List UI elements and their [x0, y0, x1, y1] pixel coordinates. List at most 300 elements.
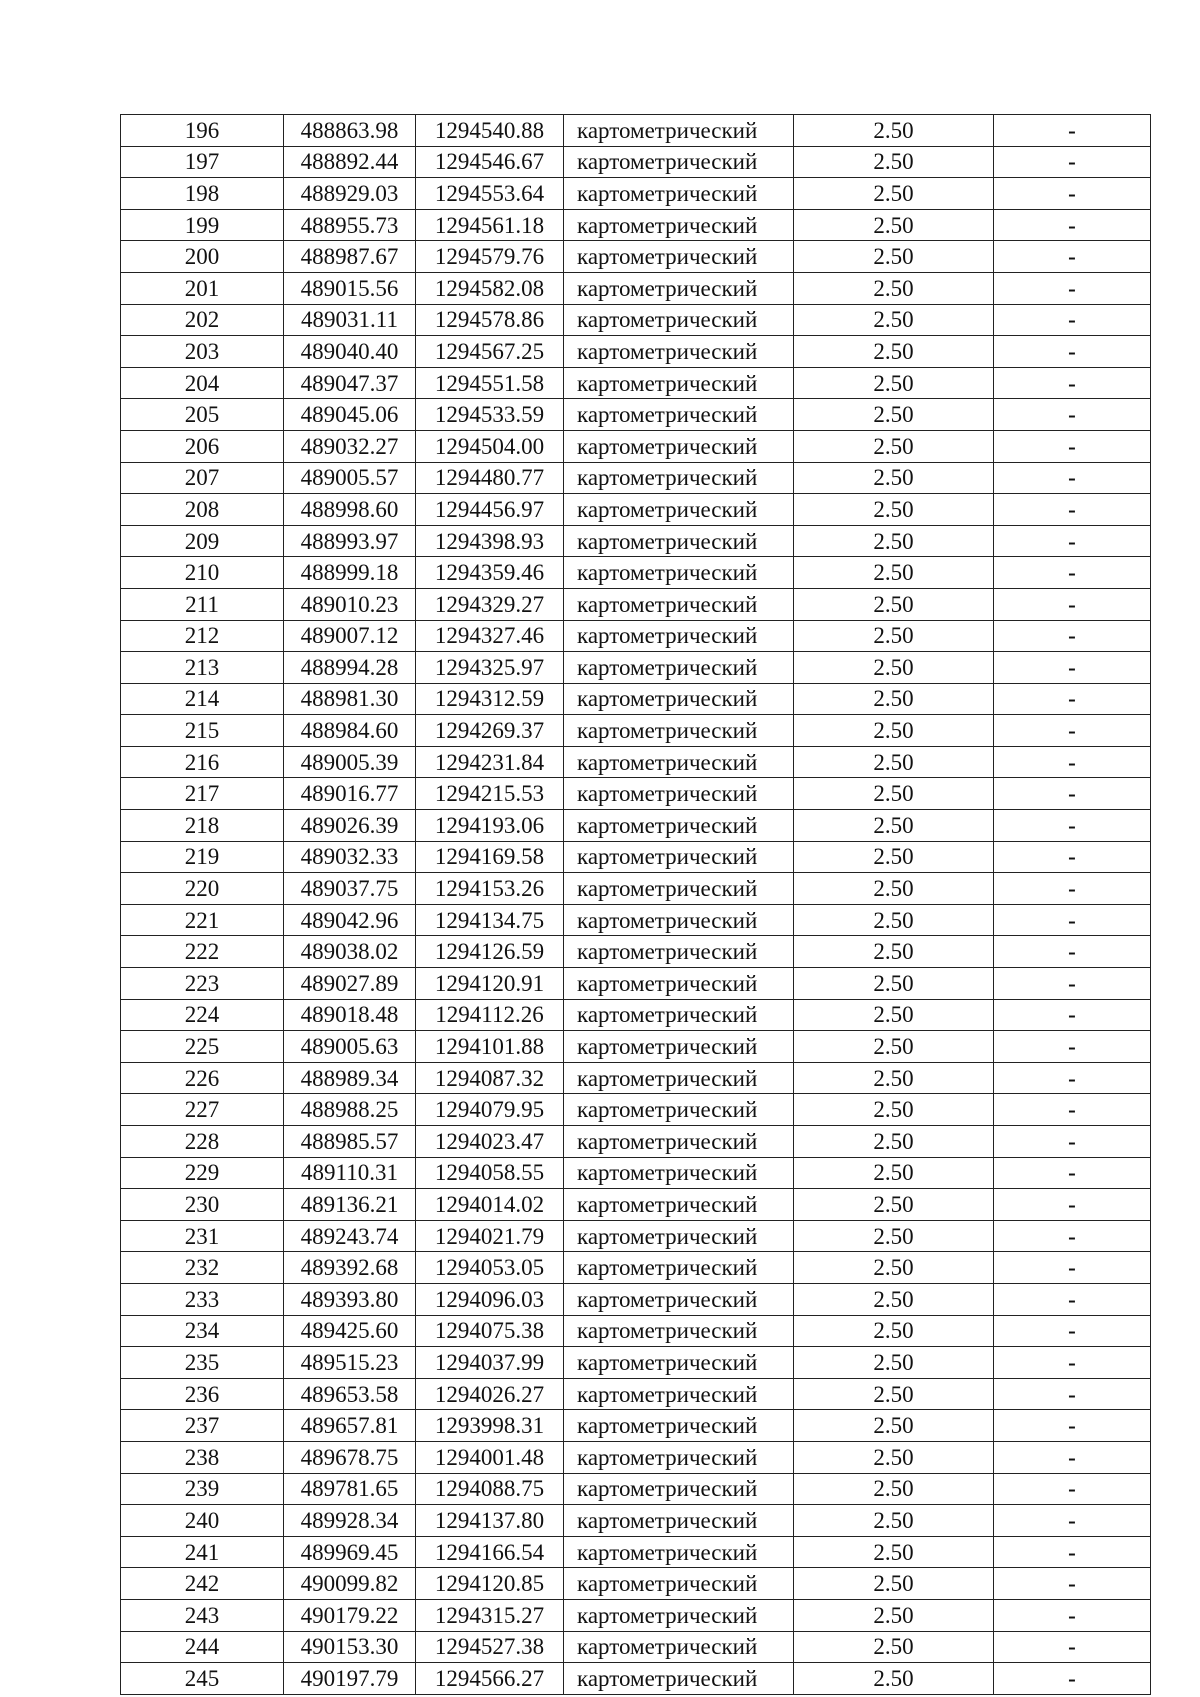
cell-accuracy: 2.50: [794, 683, 994, 715]
cell-y-coordinate: 1294315.27: [416, 1599, 564, 1631]
cell-dash: -: [994, 1189, 1151, 1221]
cell-accuracy: 2.50: [794, 304, 994, 336]
cell-x-coordinate: 489037.75: [284, 873, 416, 905]
cell-x-coordinate: 489015.56: [284, 272, 416, 304]
table-row: [121, 178, 1151, 210]
cell-y-coordinate: 1294561.18: [416, 209, 564, 241]
cell-method: картометрический: [564, 1126, 794, 1158]
table-row: [121, 1031, 1151, 1063]
cell-method: картометрический: [564, 746, 794, 778]
cell-dash: -: [994, 115, 1151, 147]
cell-method: картометрический: [564, 462, 794, 494]
cell-y-coordinate: 1294566.27: [416, 1663, 564, 1695]
cell-x-coordinate: 488985.57: [284, 1126, 416, 1158]
cell-point-number: 209: [121, 525, 284, 557]
cell-point-number: 238: [121, 1441, 284, 1473]
cell-method: картометрический: [564, 904, 794, 936]
cell-accuracy: 2.50: [794, 841, 994, 873]
cell-accuracy: 2.50: [794, 1031, 994, 1063]
cell-point-number: 228: [121, 1126, 284, 1158]
cell-y-coordinate: 1294269.37: [416, 715, 564, 747]
cell-y-coordinate: 1294087.32: [416, 1062, 564, 1094]
cell-point-number: 196: [121, 115, 284, 147]
cell-y-coordinate: 1294075.38: [416, 1315, 564, 1347]
table-row: [121, 683, 1151, 715]
cell-point-number: 201: [121, 272, 284, 304]
cell-accuracy: 2.50: [794, 399, 994, 431]
cell-dash: -: [994, 746, 1151, 778]
cell-method: картометрический: [564, 620, 794, 652]
table-row: [121, 367, 1151, 399]
cell-method: картометрический: [564, 115, 794, 147]
cell-dash: -: [994, 873, 1151, 905]
table-row: [121, 146, 1151, 178]
table-row: [121, 715, 1151, 747]
cell-accuracy: 2.50: [794, 241, 994, 273]
table-row: [121, 1062, 1151, 1094]
cell-y-coordinate: 1294215.53: [416, 778, 564, 810]
cell-point-number: 213: [121, 652, 284, 684]
cell-accuracy: 2.50: [794, 1347, 994, 1379]
cell-point-number: 212: [121, 620, 284, 652]
cell-accuracy: 2.50: [794, 336, 994, 368]
cell-dash: -: [994, 841, 1151, 873]
cell-accuracy: 2.50: [794, 1252, 994, 1284]
cell-dash: -: [994, 1315, 1151, 1347]
cell-point-number: 215: [121, 715, 284, 747]
cell-method: картометрический: [564, 399, 794, 431]
cell-x-coordinate: 489678.75: [284, 1441, 416, 1473]
cell-x-coordinate: 489026.39: [284, 810, 416, 842]
cell-point-number: 210: [121, 557, 284, 589]
cell-y-coordinate: 1294026.27: [416, 1378, 564, 1410]
cell-x-coordinate: 488994.28: [284, 652, 416, 684]
cell-dash: -: [994, 272, 1151, 304]
cell-point-number: 200: [121, 241, 284, 273]
cell-accuracy: 2.50: [794, 1505, 994, 1537]
cell-y-coordinate: 1294329.27: [416, 588, 564, 620]
cell-y-coordinate: 1294166.54: [416, 1536, 564, 1568]
cell-x-coordinate: 489042.96: [284, 904, 416, 936]
cell-accuracy: 2.50: [794, 1094, 994, 1126]
cell-dash: -: [994, 1599, 1151, 1631]
cell-y-coordinate: 1294169.58: [416, 841, 564, 873]
cell-accuracy: 2.50: [794, 1441, 994, 1473]
cell-point-number: 223: [121, 968, 284, 1000]
cell-point-number: 230: [121, 1189, 284, 1221]
cell-point-number: 225: [121, 1031, 284, 1063]
cell-method: картометрический: [564, 841, 794, 873]
cell-x-coordinate: 489110.31: [284, 1157, 416, 1189]
cell-y-coordinate: 1294553.64: [416, 178, 564, 210]
cell-x-coordinate: 488987.67: [284, 241, 416, 273]
cell-dash: -: [994, 683, 1151, 715]
cell-accuracy: 2.50: [794, 715, 994, 747]
cell-accuracy: 2.50: [794, 904, 994, 936]
cell-accuracy: 2.50: [794, 557, 994, 589]
cell-x-coordinate: 489005.57: [284, 462, 416, 494]
cell-method: картометрический: [564, 1062, 794, 1094]
cell-x-coordinate: 489047.37: [284, 367, 416, 399]
cell-accuracy: 2.50: [794, 588, 994, 620]
cell-y-coordinate: 1294088.75: [416, 1473, 564, 1505]
cell-y-coordinate: 1294546.67: [416, 146, 564, 178]
cell-y-coordinate: 1294120.91: [416, 968, 564, 1000]
cell-accuracy: 2.50: [794, 873, 994, 905]
cell-accuracy: 2.50: [794, 746, 994, 778]
cell-dash: -: [994, 430, 1151, 462]
cell-method: картометрический: [564, 1505, 794, 1537]
cell-accuracy: 2.50: [794, 272, 994, 304]
table-row: [121, 620, 1151, 652]
cell-accuracy: 2.50: [794, 810, 994, 842]
cell-dash: -: [994, 146, 1151, 178]
cell-y-coordinate: 1294134.75: [416, 904, 564, 936]
table-row: [121, 588, 1151, 620]
cell-x-coordinate: 490099.82: [284, 1568, 416, 1600]
cell-y-coordinate: 1294567.25: [416, 336, 564, 368]
cell-y-coordinate: 1294023.47: [416, 1126, 564, 1158]
cell-method: картометрический: [564, 1599, 794, 1631]
table-row: [121, 1568, 1151, 1600]
cell-method: картометрический: [564, 652, 794, 684]
cell-accuracy: 2.50: [794, 652, 994, 684]
cell-y-coordinate: 1294120.85: [416, 1568, 564, 1600]
cell-dash: -: [994, 1568, 1151, 1600]
cell-point-number: 227: [121, 1094, 284, 1126]
cell-method: картометрический: [564, 715, 794, 747]
cell-method: картометрический: [564, 367, 794, 399]
table-row: [121, 209, 1151, 241]
cell-method: картометрический: [564, 1631, 794, 1663]
cell-accuracy: 2.50: [794, 778, 994, 810]
table-row: [121, 1252, 1151, 1284]
cell-x-coordinate: 489243.74: [284, 1220, 416, 1252]
cell-method: картометрический: [564, 1283, 794, 1315]
cell-x-coordinate: 488892.44: [284, 146, 416, 178]
cell-y-coordinate: 1294096.03: [416, 1283, 564, 1315]
cell-method: картометрический: [564, 999, 794, 1031]
cell-method: картометрический: [564, 1568, 794, 1600]
cell-x-coordinate: 488955.73: [284, 209, 416, 241]
cell-x-coordinate: 488999.18: [284, 557, 416, 589]
cell-accuracy: 2.50: [794, 968, 994, 1000]
cell-accuracy: 2.50: [794, 1536, 994, 1568]
cell-x-coordinate: 489005.63: [284, 1031, 416, 1063]
cell-y-coordinate: 1294480.77: [416, 462, 564, 494]
cell-x-coordinate: 489928.34: [284, 1505, 416, 1537]
cell-x-coordinate: 489016.77: [284, 778, 416, 810]
cell-method: картометрический: [564, 1473, 794, 1505]
cell-point-number: 231: [121, 1220, 284, 1252]
cell-accuracy: 2.50: [794, 209, 994, 241]
table-row: [121, 778, 1151, 810]
table-row: [121, 873, 1151, 905]
cell-y-coordinate: 1294037.99: [416, 1347, 564, 1379]
cell-point-number: 224: [121, 999, 284, 1031]
cell-point-number: 214: [121, 683, 284, 715]
cell-dash: -: [994, 399, 1151, 431]
cell-dash: -: [994, 1663, 1151, 1695]
cell-method: картометрический: [564, 209, 794, 241]
cell-x-coordinate: 489032.27: [284, 430, 416, 462]
cell-dash: -: [994, 999, 1151, 1031]
cell-x-coordinate: 488989.34: [284, 1062, 416, 1094]
cell-point-number: 221: [121, 904, 284, 936]
cell-dash: -: [994, 178, 1151, 210]
table-row: [121, 462, 1151, 494]
cell-y-coordinate: 1294079.95: [416, 1094, 564, 1126]
table-row: [121, 304, 1151, 336]
cell-x-coordinate: 489038.02: [284, 936, 416, 968]
cell-method: картометрический: [564, 557, 794, 589]
cell-dash: -: [994, 336, 1151, 368]
cell-y-coordinate: 1294193.06: [416, 810, 564, 842]
coordinates-table: [120, 114, 1151, 1695]
cell-dash: -: [994, 620, 1151, 652]
cell-dash: -: [994, 904, 1151, 936]
cell-point-number: 217: [121, 778, 284, 810]
cell-dash: -: [994, 209, 1151, 241]
cell-point-number: 202: [121, 304, 284, 336]
cell-x-coordinate: 489136.21: [284, 1189, 416, 1221]
cell-y-coordinate: 1294398.93: [416, 525, 564, 557]
cell-dash: -: [994, 462, 1151, 494]
table-row: [121, 1220, 1151, 1252]
cell-x-coordinate: 490179.22: [284, 1599, 416, 1631]
cell-x-coordinate: 489018.48: [284, 999, 416, 1031]
cell-method: картометрический: [564, 241, 794, 273]
cell-dash: -: [994, 1473, 1151, 1505]
cell-accuracy: 2.50: [794, 1663, 994, 1695]
cell-x-coordinate: 489005.39: [284, 746, 416, 778]
cell-point-number: 222: [121, 936, 284, 968]
cell-x-coordinate: 490197.79: [284, 1663, 416, 1695]
cell-method: картометрический: [564, 304, 794, 336]
table-row: [121, 1410, 1151, 1442]
cell-x-coordinate: 490153.30: [284, 1631, 416, 1663]
cell-point-number: 245: [121, 1663, 284, 1695]
table-row: [121, 1157, 1151, 1189]
cell-point-number: 235: [121, 1347, 284, 1379]
table-row: [121, 1126, 1151, 1158]
cell-point-number: 220: [121, 873, 284, 905]
cell-y-coordinate: 1294325.97: [416, 652, 564, 684]
cell-accuracy: 2.50: [794, 1062, 994, 1094]
table-row: [121, 399, 1151, 431]
cell-accuracy: 2.50: [794, 936, 994, 968]
cell-method: картометрический: [564, 494, 794, 526]
cell-y-coordinate: 1294582.08: [416, 272, 564, 304]
cell-point-number: 203: [121, 336, 284, 368]
cell-point-number: 244: [121, 1631, 284, 1663]
cell-method: картометрический: [564, 1410, 794, 1442]
cell-y-coordinate: 1294112.26: [416, 999, 564, 1031]
cell-point-number: 239: [121, 1473, 284, 1505]
cell-x-coordinate: 489027.89: [284, 968, 416, 1000]
cell-y-coordinate: 1294579.76: [416, 241, 564, 273]
table-row: [121, 999, 1151, 1031]
cell-method: картометрический: [564, 1189, 794, 1221]
table-row: [121, 746, 1151, 778]
cell-accuracy: 2.50: [794, 620, 994, 652]
table-row: [121, 557, 1151, 589]
cell-accuracy: 2.50: [794, 1157, 994, 1189]
table-row: [121, 494, 1151, 526]
cell-dash: -: [994, 1536, 1151, 1568]
table-row: [121, 936, 1151, 968]
cell-x-coordinate: 488993.97: [284, 525, 416, 557]
cell-dash: -: [994, 304, 1151, 336]
table-row: [121, 1599, 1151, 1631]
cell-x-coordinate: 488984.60: [284, 715, 416, 747]
cell-dash: -: [994, 241, 1151, 273]
table-row: [121, 1663, 1151, 1695]
cell-method: картометрический: [564, 936, 794, 968]
cell-point-number: 205: [121, 399, 284, 431]
cell-dash: -: [994, 715, 1151, 747]
cell-method: картометрический: [564, 336, 794, 368]
cell-method: картометрический: [564, 1378, 794, 1410]
cell-accuracy: 2.50: [794, 1126, 994, 1158]
cell-method: картометрический: [564, 778, 794, 810]
cell-x-coordinate: 488998.60: [284, 494, 416, 526]
cell-method: картометрический: [564, 146, 794, 178]
cell-method: картометрический: [564, 1663, 794, 1695]
table-row: [121, 272, 1151, 304]
cell-dash: -: [994, 968, 1151, 1000]
cell-x-coordinate: 489653.58: [284, 1378, 416, 1410]
table-row: [121, 652, 1151, 684]
cell-y-coordinate: 1294312.59: [416, 683, 564, 715]
cell-method: картометрический: [564, 1031, 794, 1063]
cell-method: картометрический: [564, 1441, 794, 1473]
table-row: [121, 1189, 1151, 1221]
cell-y-coordinate: 1294101.88: [416, 1031, 564, 1063]
cell-dash: -: [994, 1220, 1151, 1252]
cell-point-number: 206: [121, 430, 284, 462]
cell-method: картометрический: [564, 1315, 794, 1347]
cell-point-number: 243: [121, 1599, 284, 1631]
cell-y-coordinate: 1294137.80: [416, 1505, 564, 1537]
cell-y-coordinate: 1294231.84: [416, 746, 564, 778]
cell-dash: -: [994, 1410, 1151, 1442]
cell-y-coordinate: 1294527.38: [416, 1631, 564, 1663]
cell-y-coordinate: 1294504.00: [416, 430, 564, 462]
cell-y-coordinate: 1294021.79: [416, 1220, 564, 1252]
cell-method: картометрический: [564, 873, 794, 905]
cell-y-coordinate: 1294578.86: [416, 304, 564, 336]
cell-dash: -: [994, 367, 1151, 399]
table-row: [121, 525, 1151, 557]
cell-accuracy: 2.50: [794, 430, 994, 462]
cell-accuracy: 2.50: [794, 1568, 994, 1600]
cell-point-number: 218: [121, 810, 284, 842]
cell-y-coordinate: 1294126.59: [416, 936, 564, 968]
cell-point-number: 198: [121, 178, 284, 210]
table-row: [121, 1441, 1151, 1473]
table-row: [121, 115, 1151, 147]
cell-y-coordinate: 1294327.46: [416, 620, 564, 652]
cell-dash: -: [994, 494, 1151, 526]
cell-point-number: 207: [121, 462, 284, 494]
cell-accuracy: 2.50: [794, 1220, 994, 1252]
cell-point-number: 236: [121, 1378, 284, 1410]
cell-method: картометрический: [564, 1347, 794, 1379]
cell-method: картометрический: [564, 968, 794, 1000]
cell-accuracy: 2.50: [794, 1410, 994, 1442]
cell-method: картометрический: [564, 525, 794, 557]
cell-x-coordinate: 488988.25: [284, 1094, 416, 1126]
cell-point-number: 226: [121, 1062, 284, 1094]
cell-point-number: 216: [121, 746, 284, 778]
cell-x-coordinate: 489045.06: [284, 399, 416, 431]
cell-point-number: 242: [121, 1568, 284, 1600]
cell-accuracy: 2.50: [794, 494, 994, 526]
cell-dash: -: [994, 1283, 1151, 1315]
cell-y-coordinate: 1294014.02: [416, 1189, 564, 1221]
cell-accuracy: 2.50: [794, 462, 994, 494]
cell-accuracy: 2.50: [794, 1473, 994, 1505]
cell-method: картометрический: [564, 1220, 794, 1252]
cell-point-number: 208: [121, 494, 284, 526]
cell-point-number: 233: [121, 1283, 284, 1315]
table-row: [121, 968, 1151, 1000]
cell-x-coordinate: 488981.30: [284, 683, 416, 715]
cell-dash: -: [994, 1347, 1151, 1379]
cell-point-number: 204: [121, 367, 284, 399]
table-row: [121, 1094, 1151, 1126]
cell-method: картометрический: [564, 1536, 794, 1568]
table-row: [121, 1283, 1151, 1315]
cell-accuracy: 2.50: [794, 1378, 994, 1410]
cell-dash: -: [994, 1441, 1151, 1473]
cell-method: картометрический: [564, 1157, 794, 1189]
table-row: [121, 841, 1151, 873]
table-row: [121, 430, 1151, 462]
cell-accuracy: 2.50: [794, 1283, 994, 1315]
cell-accuracy: 2.50: [794, 178, 994, 210]
cell-x-coordinate: 489392.68: [284, 1252, 416, 1284]
table-row: [121, 1631, 1151, 1663]
cell-x-coordinate: 489515.23: [284, 1347, 416, 1379]
cell-dash: -: [994, 1505, 1151, 1537]
cell-accuracy: 2.50: [794, 367, 994, 399]
cell-y-coordinate: 1294359.46: [416, 557, 564, 589]
table-row: [121, 1378, 1151, 1410]
table-row: [121, 336, 1151, 368]
table-row: [121, 1315, 1151, 1347]
cell-dash: -: [994, 1126, 1151, 1158]
cell-point-number: 197: [121, 146, 284, 178]
cell-dash: -: [994, 936, 1151, 968]
table-row: [121, 904, 1151, 936]
cell-point-number: 241: [121, 1536, 284, 1568]
cell-method: картометрический: [564, 683, 794, 715]
cell-point-number: 240: [121, 1505, 284, 1537]
cell-dash: -: [994, 778, 1151, 810]
cell-method: картометрический: [564, 1252, 794, 1284]
cell-y-coordinate: 1294533.59: [416, 399, 564, 431]
cell-point-number: 237: [121, 1410, 284, 1442]
cell-point-number: 219: [121, 841, 284, 873]
cell-dash: -: [994, 1031, 1151, 1063]
cell-x-coordinate: 489007.12: [284, 620, 416, 652]
cell-y-coordinate: 1294456.97: [416, 494, 564, 526]
cell-x-coordinate: 489393.80: [284, 1283, 416, 1315]
table-row: [121, 241, 1151, 273]
table-row: [121, 1536, 1151, 1568]
